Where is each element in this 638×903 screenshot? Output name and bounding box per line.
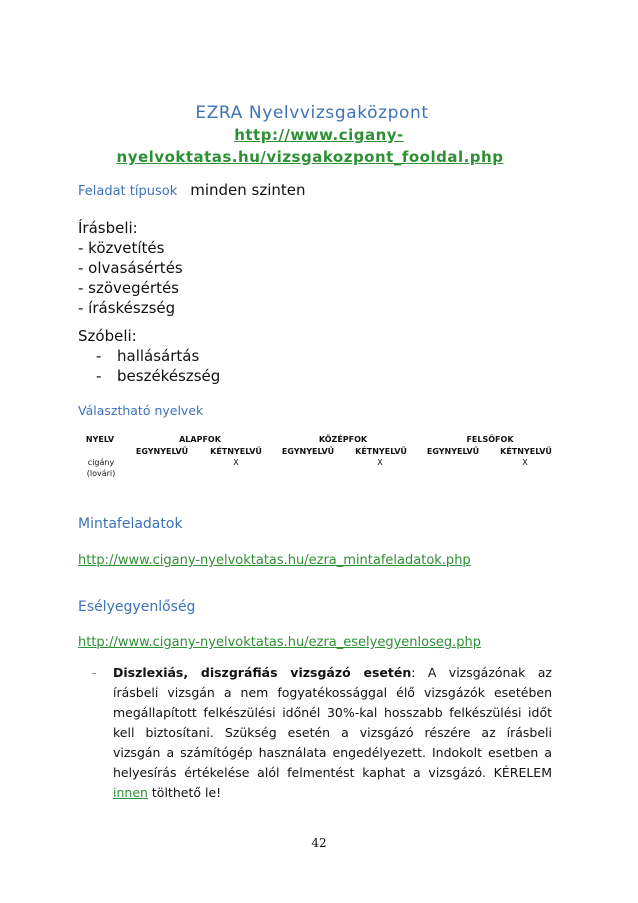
oral-heading: Szóbeli:	[78, 327, 137, 345]
written-item: - íráskészség	[78, 299, 176, 317]
notice-line	[113, 663, 552, 683]
notice-line: kell biztosítani. Szükség esetén a vizsgázó részére az írásbeli	[113, 725, 552, 740]
notice-line: helyesírás értékelése alól felmentést kaphat a vizsgázó. KÉRELEM	[113, 765, 552, 780]
languages-heading: Választható nyelvek	[78, 403, 204, 418]
table-subheader: EGYNYELVŰ	[426, 447, 480, 456]
request-form-link[interactable]: innen	[113, 785, 148, 800]
notice-line: megállapított felkészülési időnél 30%-kal hosszabb felkészülési időt	[113, 705, 552, 720]
equality-heading: Esélyegyenlőség	[78, 599, 196, 615]
oral-item-label: hallásártás	[117, 347, 200, 365]
table-subheader: KÉTNYELVŰ	[210, 447, 262, 456]
oral-section	[78, 326, 220, 386]
notice-paragraph	[113, 663, 552, 803]
task-types-row	[78, 180, 306, 202]
written-item: - szövegértés	[78, 279, 179, 297]
exam-center-link-line1[interactable]: http://www.cigany-	[234, 126, 404, 144]
written-section	[78, 218, 183, 318]
table-subheader: EGYNYELVŰ	[281, 447, 335, 456]
table-subheader: KÉTNYELVŰ	[500, 447, 552, 456]
exam-center-link-line2[interactable]: nyelvoktatas.hu/vizsgakozpont_fooldal.php	[116, 148, 504, 166]
table-cell-mark: X	[377, 458, 383, 467]
written-item: - közvetítés	[78, 239, 165, 257]
table-level-header: FELSŐFOK	[466, 435, 514, 444]
bullet-dash: -	[96, 347, 102, 365]
table-cell-mark: X	[233, 458, 239, 467]
table-header-language: NYELV	[85, 435, 115, 444]
notice-line-text: tölthető le!	[147, 785, 222, 800]
oral-item-label: beszékészség	[117, 367, 221, 385]
samples-heading: Mintafeladatok	[78, 516, 183, 532]
written-heading: Írásbeli:	[78, 219, 138, 237]
oral-item	[78, 366, 220, 386]
table-level-header: KÖZÉPFOK	[318, 435, 368, 444]
notice-line-text: : A vizsgázónak az	[411, 665, 552, 680]
table-cell-language: cigány	[87, 458, 115, 467]
written-item: - olvasásértés	[78, 259, 183, 277]
table-level-header: ALAPFOK	[179, 435, 221, 444]
page-title: EZRA Nyelvvizsgaközpont	[195, 103, 429, 123]
page-number: 42	[311, 836, 327, 850]
samples-link[interactable]: http://www.cigany-nyelvoktatas.hu/ezra_mintafeladatok.php	[78, 553, 471, 568]
bullet-dash: -	[92, 665, 97, 680]
notice-line: vizsgán a számítógép használata engedélyezett. Indokolt esetben a	[113, 745, 552, 760]
notice-line: írásbeli vizsgán a nem fogyatékossággal élő vizsgázók esetében	[113, 685, 552, 700]
equality-link[interactable]: http://www.cigany-nyelvoktatas.hu/ezra_eselyegyenloseg.php	[78, 635, 481, 650]
bullet-dash: -	[96, 367, 102, 385]
language-table	[0, 434, 638, 480]
table-cell-language-variant: (lovári)	[86, 469, 116, 478]
oral-item	[78, 346, 220, 366]
task-types-value: minden szinten	[190, 181, 306, 199]
table-cell-mark: X	[522, 458, 528, 467]
table-subheader: KÉTNYELVŰ	[355, 447, 407, 456]
task-types-label: Feladat típusok	[78, 184, 178, 199]
table-subheader: EGYNYELVŰ	[135, 447, 189, 456]
notice-lead: Diszlexiás, diszgráfiás vizsgázó esetén	[113, 665, 412, 680]
notice-line	[113, 783, 552, 803]
